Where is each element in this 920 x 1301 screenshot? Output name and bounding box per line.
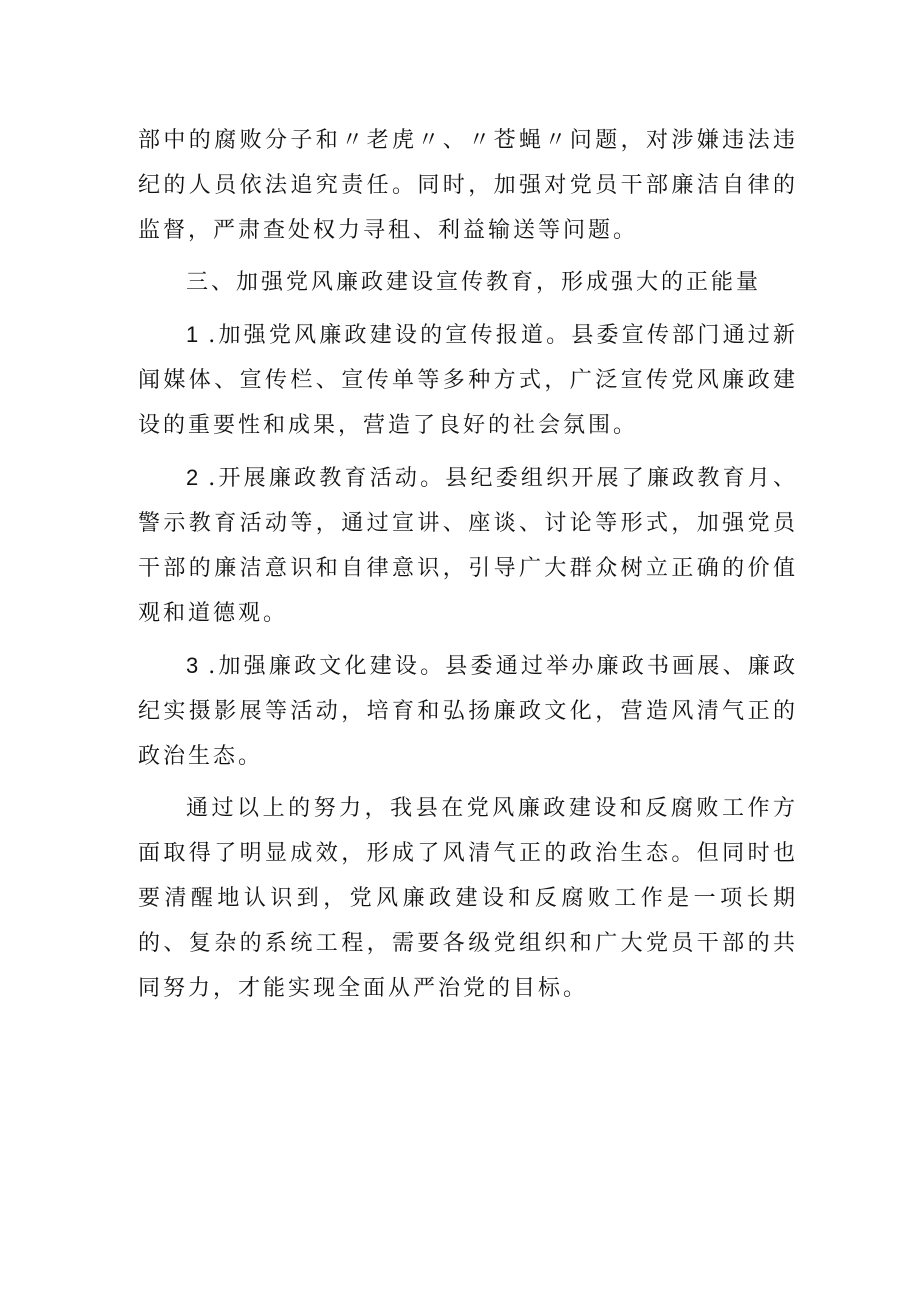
list-item-3-number: 3 [186,653,199,678]
document-body [138,118,798,1011]
list-item-2-number: 2 [186,465,199,490]
list-item-2 [138,455,798,636]
conclusion-paragraph: 通过以上的努力，我县在党风廉政建设和反腐败工作方面取得了明显成效，形成了风清气正的政治生态。但同时也要清醒地认识到，党风廉政建设和反腐败工作是一项长期的、复杂的系统工程，需要各级党组织和广大党员干部的共同努力，才能实现全面从严治党的目标。 [138,796,798,1001]
list-item-1-text: .加强党风廉政建设的宣传报道。县委宣传部门通过新闻媒体、宣传栏、宣传单等多种方式，广泛宣传党风廉政建设的重要性和成果，营造了良好的社会氛围。 [138,323,798,438]
list-item-1 [138,312,798,448]
section-heading-3: 三、加强党风廉政建设宣传教育，形成强大的正能量 [186,270,762,295]
list-item-2-text: .开展廉政教育活动。县纪委组织开展了廉政教育月、警示教育活动等，通过宣讲、座谈、讨论等形式，加强党员干部的廉洁意识和自律意识，引导广大群众树立正确的价值观和道德观。 [138,466,798,626]
list-item-3 [138,643,798,779]
paragraph-continued: 部中的腐败分子和〃老虎〃、〃苍蝇〃问题，对涉嫌违法违纪的人员依法追究责任。同时，加强对党员干部廉洁自律的监督，严肃查处权力寻租、利益输送等问题。 [138,128,798,243]
list-item-3-text: .加强廉政文化建设。县委通过举办廉政书画展、廉政纪实摄影展等活动，培育和弘扬廉政文化，营造风清气正的政治生态。 [138,654,798,769]
list-item-1-number: 1 [186,322,199,347]
